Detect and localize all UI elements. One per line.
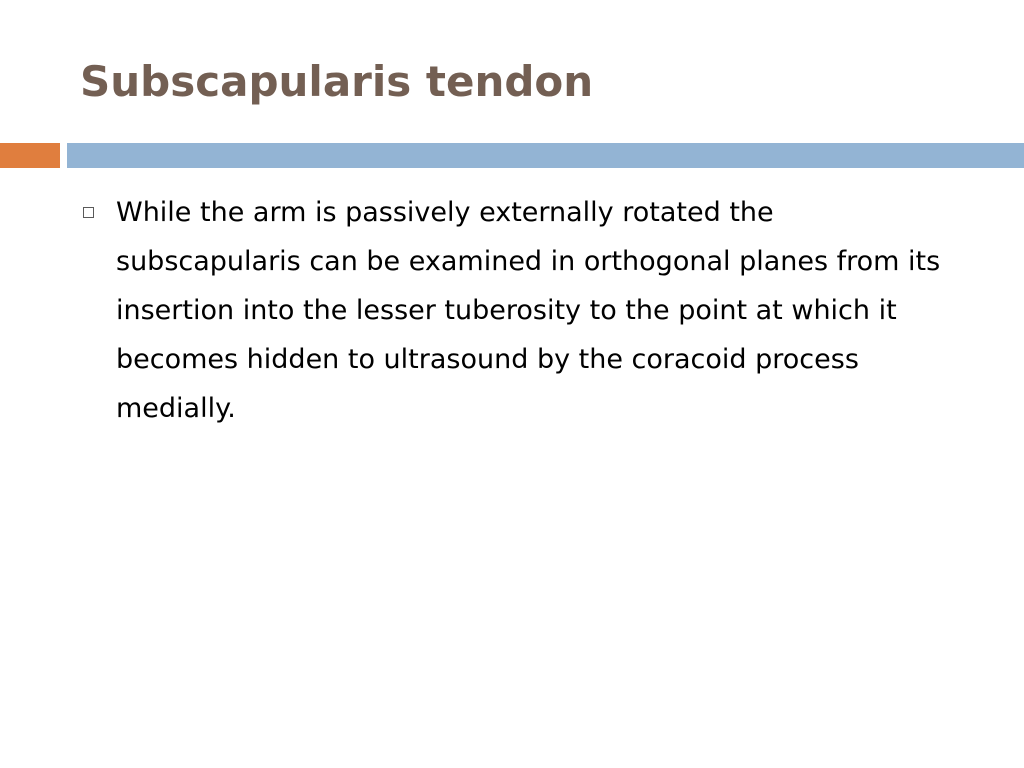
bullet-text: While the arm is passively externally rotated the subscapularis can be examined in orthogonal planes from its insertion into the lesser tuberosity to the point at which it becomes hidden to ultrasound by the coracoid process medially. [116,197,941,424]
square-bullet-icon [83,207,94,218]
title-divider-bar [67,143,1024,168]
title-accent-bar [0,143,60,168]
slide-title: Subscapularis tendon [80,57,594,106]
